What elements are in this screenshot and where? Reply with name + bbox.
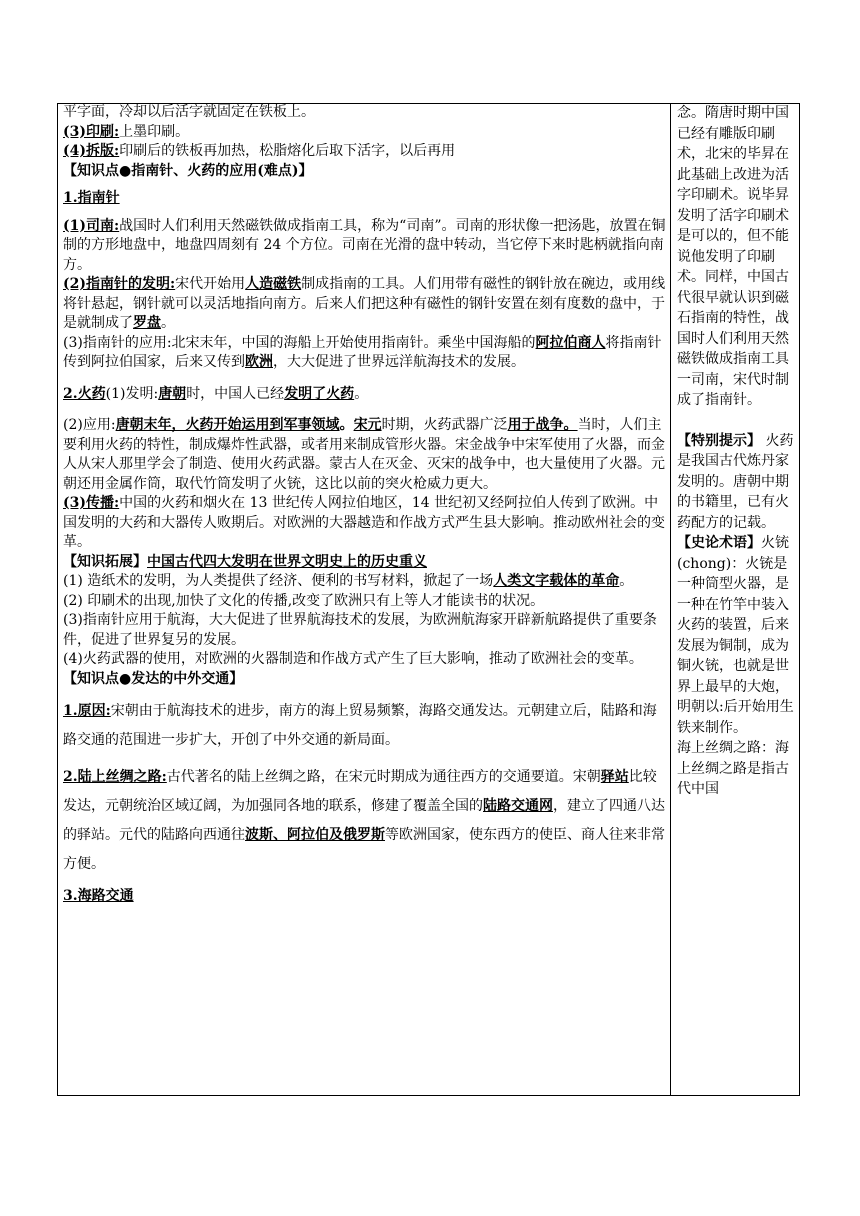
paragraph-gunpowder-use: (2)应用:唐朝末年，火药开始运用到军事领域。宋元时期，火药武器广泛用于战争。当时，人们主要利用火药的特性，制成爆炸性武器，或者用来制成管形火器。宋金战争中宋军使用了火器，而金人从宋人那里学会了制造、使用火药武器。蒙古人在灭金、灭宋的战争中，也大量使用了火器。元朝还用金属作筒，取代竹筒发明了火铳，这比以前的突火枪威力更大。 bbox=[63, 417, 665, 492]
para-head: 2.陆上丝绸之路: bbox=[63, 769, 167, 785]
keyword: 波斯、阿拉伯及俄罗斯 bbox=[245, 827, 385, 843]
extension-item: (3)指南针应用于航海，大大促进了世界航海技术的发展，为欧洲航海家开辟新航路提供了重要条件，促进了世界复另的发展。 bbox=[63, 612, 657, 648]
keyword: 阿拉伯商人 bbox=[535, 334, 606, 351]
extension-item: (1) 造纸术的发明，为人类提供了经济、便利的书写材料，掀起了一场人类文字载体的革命。 bbox=[63, 573, 634, 589]
step-body: 上墨印刷。 bbox=[119, 123, 190, 140]
paragraph-gunpowder-invention: 2.火药(1)发明:唐朝时，中国人已经发明了火药。 bbox=[63, 385, 369, 402]
section-title-compass: 1.指南针 bbox=[63, 190, 120, 206]
print-step bbox=[63, 123, 666, 143]
main-column bbox=[63, 103, 666, 907]
column-divider bbox=[670, 103, 671, 1096]
unpack-step bbox=[63, 142, 666, 162]
side-notes-column bbox=[677, 103, 797, 800]
para-head: (3)传播: bbox=[63, 495, 120, 511]
para-head: (2)指南针的发明: bbox=[63, 276, 176, 292]
paragraph-land-silk-road: 2.陆上丝绸之路:古代著名的陆上丝绸之路，在宋元时期成为通往西方的交通要道。宋朝驿站比较发达，元朝统治区域辽阔，为加强同各地的联系，修建了覆盖全国的陆路交通网，建立了四通八达的驿站。元代的陆路向西通往波斯、阿拉伯及俄罗斯等欧洲国家，使东西方的使臣、商人往来非常方便。 bbox=[63, 769, 665, 872]
section-title-sea-route: 3.海路交通 bbox=[63, 888, 134, 904]
keyword: 用于战争。 bbox=[507, 417, 578, 433]
step-head: (3)印刷: bbox=[63, 123, 120, 140]
paragraph-gunpowder-spread: (3)传播:中国的火药和烟火在 13 世纪传人网拉伯地区，14 世纪初又经阿拉伯人传到了欧洲。中国发明的大药和大器传人败期后。对欧洲的大器越造和作战方式严生县大影响。推动欧州社会的变革。 bbox=[63, 495, 665, 550]
side-term: 【史论术语】火铳(chong)：火铳是一种筒型火器，是一种在竹竿中装入火药的装置，后来发展为铜制，成为铜火铳，也就是世界上最早的大炮，明朝以:后开始用生铁来制作。 bbox=[677, 535, 794, 736]
text-line: 平字面，冷却以后活字就固定在铁板上。 bbox=[63, 104, 315, 120]
keyword: 陆路交通网 bbox=[483, 798, 553, 814]
paragraph-compass-invention: (2)指南针的发明:宋代开始用人造磁铁制成指南的工具。人们用带有磁性的钢针放在碗边，或用线将针悬起，钢针就可以灵活地指向南方。后来人们把这种有磁性的钢针安置在刻有度数的盘中，于是就制成了罗盘。 bbox=[63, 276, 666, 331]
keyword: 罗盘 bbox=[133, 315, 161, 331]
keyword: 人类文字载体的革命 bbox=[493, 573, 620, 589]
knowledge-heading: 【知识点●发达的中外交通】 bbox=[63, 670, 244, 687]
section-title-gunpowder: 2.火药 bbox=[63, 385, 106, 402]
keyword: 唐朝 bbox=[158, 385, 187, 402]
knowledge-heading: 【知识点●指南针、火药的应用(难点)】 bbox=[63, 162, 313, 179]
extension-item: (2) 印刷术的出现,加快了文化的传播,改变了欧洲只有上等人才能读书的状况。 bbox=[63, 592, 545, 609]
paragraph-compass-application: (3)指南针的应用:北宋末年，中国的海船上开始使用指南针。乘坐中国海船的阿拉伯商人将指南针传到阿拉伯国家，后来又传到欧洲，大大促进了世界远洋航海技术的发展。 bbox=[63, 334, 662, 370]
extension-heading: 【知识拓展】中国古代四大发明在世界文明史上的历史重义 bbox=[63, 553, 427, 570]
tip-label: 【特别提示】 bbox=[677, 432, 761, 449]
keyword: 唐朝末年，火药开始运用到军事领域 bbox=[115, 417, 340, 433]
paragraph-sinan: (1)司南:战国时人们利用天然磁铁做成指南工具，称为“司南”。司南的形状像一把汤匙，放置在铜制的方形地盘中，地盘四周刻有 24 个方位。司南在光滑的盘中转动，当它停下来时匙柄就指向南方。 bbox=[63, 217, 666, 273]
side-sea-note: 海上丝绸之路：海上丝绸之路是指古代中国 bbox=[677, 740, 789, 797]
side-note: 念。隋唐时期中国已经有雕版印刷术，北宋的毕昇在此基础上改进为活字印刷术。说毕昇发明了活字印刷术是可以的，但不能说他发明了印刷术。同样，中国古代很早就认识到磁石指南的特性，战国时人们利用天然磁铁做成指南工具一司南，宋代时制成了指南针。 bbox=[677, 105, 789, 408]
keyword: 宋元 bbox=[353, 417, 382, 433]
para-head: 1.原因: bbox=[63, 703, 111, 719]
keyword: 驿站 bbox=[600, 769, 629, 785]
para-head: (1)司南: bbox=[63, 217, 120, 234]
step-body: 印刷后的铁板再加热，松脂熔化后取下活字，以后再用 bbox=[119, 143, 456, 159]
paragraph-reason: 1.原因:宋朝由于航海技术的进步，南方的海上贸易频繁，海路交通发达。元朝建立后，陆路和海路交通的范围进一步扩大，开创了中外交通的新局面。 bbox=[63, 703, 657, 748]
step-head: (4)拆版: bbox=[63, 143, 120, 159]
term-label: 【史论术语】 bbox=[677, 535, 761, 551]
keyword: 欧洲 bbox=[245, 354, 273, 370]
extension-item: (4)火药武器的使用，对欧洲的火器制造和作战方式产生了巨大影响，推动了欧洲社会的变革。 bbox=[63, 651, 643, 667]
side-tip: 【特别提示】 火药是我国古代炼丹家发明的。唐朝中期的书籍里，已有火药配方的记载。 bbox=[677, 432, 794, 531]
keyword: 人造磁铁 bbox=[245, 276, 302, 292]
keyword: 发明了火药 bbox=[284, 385, 355, 402]
